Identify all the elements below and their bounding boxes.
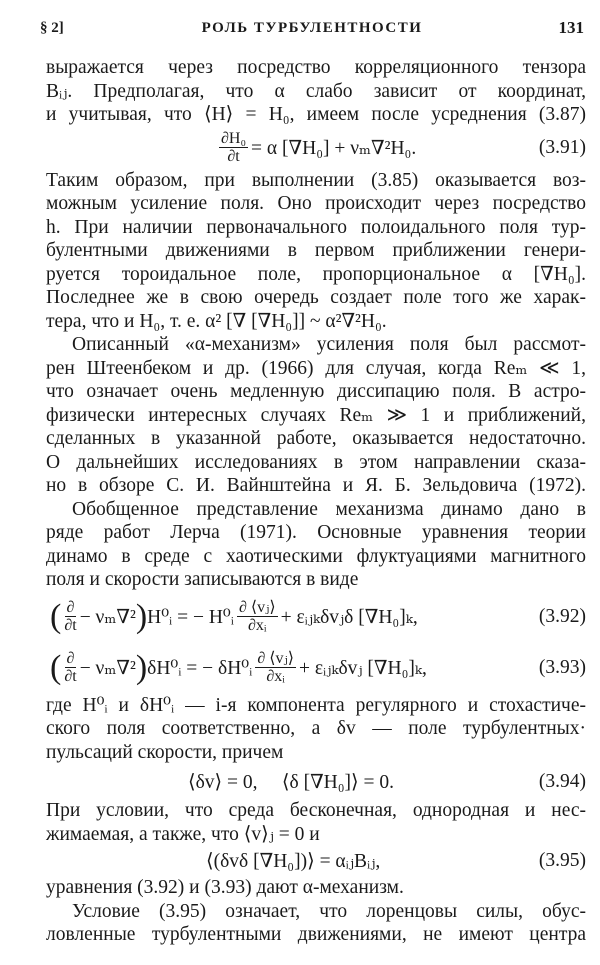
left-paren: ( xyxy=(50,648,62,686)
text-line: Таким образом, при выполнении (3.85) оказывается воз- xyxy=(46,169,586,191)
text-line: что означает очень медленную диссипацию поля. В астро- xyxy=(46,381,586,402)
equation-3-94 xyxy=(46,764,586,799)
denominator: ∂t xyxy=(64,617,77,634)
text-line: h. При наличии первоначального полоидального поля тур- xyxy=(46,216,586,238)
equation-3-91 xyxy=(46,127,586,169)
text-line: руется тороидальное поле, пропорциональное α [∇H₀]. xyxy=(46,263,586,285)
text-line: уравнения (3.92) и (3.93) дают α-механизм. xyxy=(46,877,404,898)
text-line: О дальнейших исследованиях в этом направлении сказа- xyxy=(46,451,586,473)
equation-lhs: H⁰ᵢ = − H⁰ᵢ xyxy=(147,606,234,628)
equation-body: ⟨δv⟩ = 0, ⟨δ [∇H₀]⟩ = 0. xyxy=(188,771,395,793)
denominator: ∂t xyxy=(227,148,240,165)
right-paren: ) xyxy=(135,648,148,686)
text-line: ряде работ Лерча (1971). Основные уравнения теории xyxy=(46,522,586,543)
text-line: тера, что и H₀, т. е. α² [∇ [∇H₀]] ~ α²∇²H₀. xyxy=(46,310,387,332)
equation-3-93 xyxy=(46,642,586,694)
text-line: жимаемая, а также, что ⟨v⟩ⱼ = 0 и xyxy=(46,823,320,845)
numerator: ∂H₀ xyxy=(221,130,247,147)
text-line: рен Штеенбеком и др. (1966) для случая, когда Reₘ ≪ 1, xyxy=(46,357,586,379)
text-line: но в обзоре С. И. Вайнштейна и Я. Б. Зельдовича (1972). xyxy=(46,475,586,496)
text-line: ского поля соответственно, а δv — поле турбулентных· xyxy=(46,718,586,739)
numerator: ∂ xyxy=(66,599,75,616)
denominator: ∂xᵢ xyxy=(266,668,285,685)
equation-3-95 xyxy=(46,846,586,876)
equation-rhs: + εᵢⱼₖδvⱼ [∇H₀]ₖ, xyxy=(298,657,427,679)
text-line: ловленные турбулентными движениями, не имеют центра xyxy=(46,924,586,945)
equation-3-92 xyxy=(46,592,586,642)
text-line: При условии, что среда бесконечная, однородная и нес- xyxy=(46,800,586,821)
text-line: где H⁰ᵢ и δH⁰ᵢ — i-я компонента регулярного и стохастиче- xyxy=(46,694,586,716)
equation-lhs: δH⁰ᵢ = − δH⁰ᵢ xyxy=(147,657,253,679)
denominator: ∂t xyxy=(64,668,77,685)
page-number: 131 xyxy=(558,18,584,37)
text-line: динамо в среде с хаотическими флуктуациями магнитного xyxy=(46,545,586,567)
operator-rest: − νₘ∇² xyxy=(79,657,136,679)
running-header xyxy=(40,18,584,42)
fraction xyxy=(237,599,278,634)
operator-rest: − νₘ∇² xyxy=(79,606,136,628)
numerator: ∂ xyxy=(66,650,75,667)
equation-rhs: = α [∇H₀] + νₘ∇²H₀. xyxy=(251,137,417,159)
text-line: Условие (3.95) означает, что лоренцовы силы, обус- xyxy=(72,900,586,922)
equation-number: (3.92) xyxy=(538,605,586,627)
fraction xyxy=(64,599,76,634)
equation-number: (3.94) xyxy=(538,770,586,792)
text-line: Обобщенное представление механизма динамо дано в xyxy=(72,498,586,520)
right-paren: ) xyxy=(135,597,148,635)
text-line: булентными движениями в первом приближении генери- xyxy=(46,240,586,261)
text-line: физически интересных случаях Reₘ ≫ 1 и приближений, xyxy=(46,404,586,426)
fraction xyxy=(255,650,296,685)
fraction xyxy=(219,130,248,165)
equation-number: (3.91) xyxy=(538,136,586,158)
text-line: сделанных в указанной работе, оказывается недостаточно. xyxy=(46,428,586,449)
equation-body: ⟨(δvδ [∇H₀])⟩ = αᵢⱼBᵢⱼ, xyxy=(206,851,381,872)
equation-number: (3.95) xyxy=(538,850,586,871)
numerator: ∂ ⟨vⱼ⟩ xyxy=(238,599,276,616)
text-line: и учитывая, что ⟨H⟩ = H₀, имеем после усреднения (3.87) xyxy=(46,104,586,125)
equation-number: (3.93) xyxy=(538,656,586,678)
equation-rhs: + εᵢⱼₖδvⱼδ [∇H₀]ₖ, xyxy=(280,606,418,628)
page-body xyxy=(46,56,586,947)
text-line: Bᵢⱼ. Предполагая, что α слабо зависит от координат, xyxy=(46,80,586,102)
section-marker: § 2] xyxy=(40,20,64,36)
fraction xyxy=(64,650,76,685)
text-line: пульсаций скорости, причем xyxy=(46,741,284,763)
denominator: ∂xᵢ xyxy=(248,617,267,634)
text-line: выражается через посредство корреляционного тензора xyxy=(46,57,586,78)
running-title: РОЛЬ ТУРБУЛЕНТНОСТИ xyxy=(201,20,423,36)
text-line: можным усиление поля. Оно происходит через посредство xyxy=(46,193,586,214)
text-line: Последнее же в свою очередь создает поле того же харак- xyxy=(46,287,586,308)
text-line: поля и скорости записываются в виде xyxy=(46,569,359,590)
left-paren: ( xyxy=(50,597,62,635)
text-line: Описанный «α-механизм» усиления поля был рассмот- xyxy=(72,334,586,355)
numerator: ∂ ⟨vⱼ⟩ xyxy=(257,650,294,667)
